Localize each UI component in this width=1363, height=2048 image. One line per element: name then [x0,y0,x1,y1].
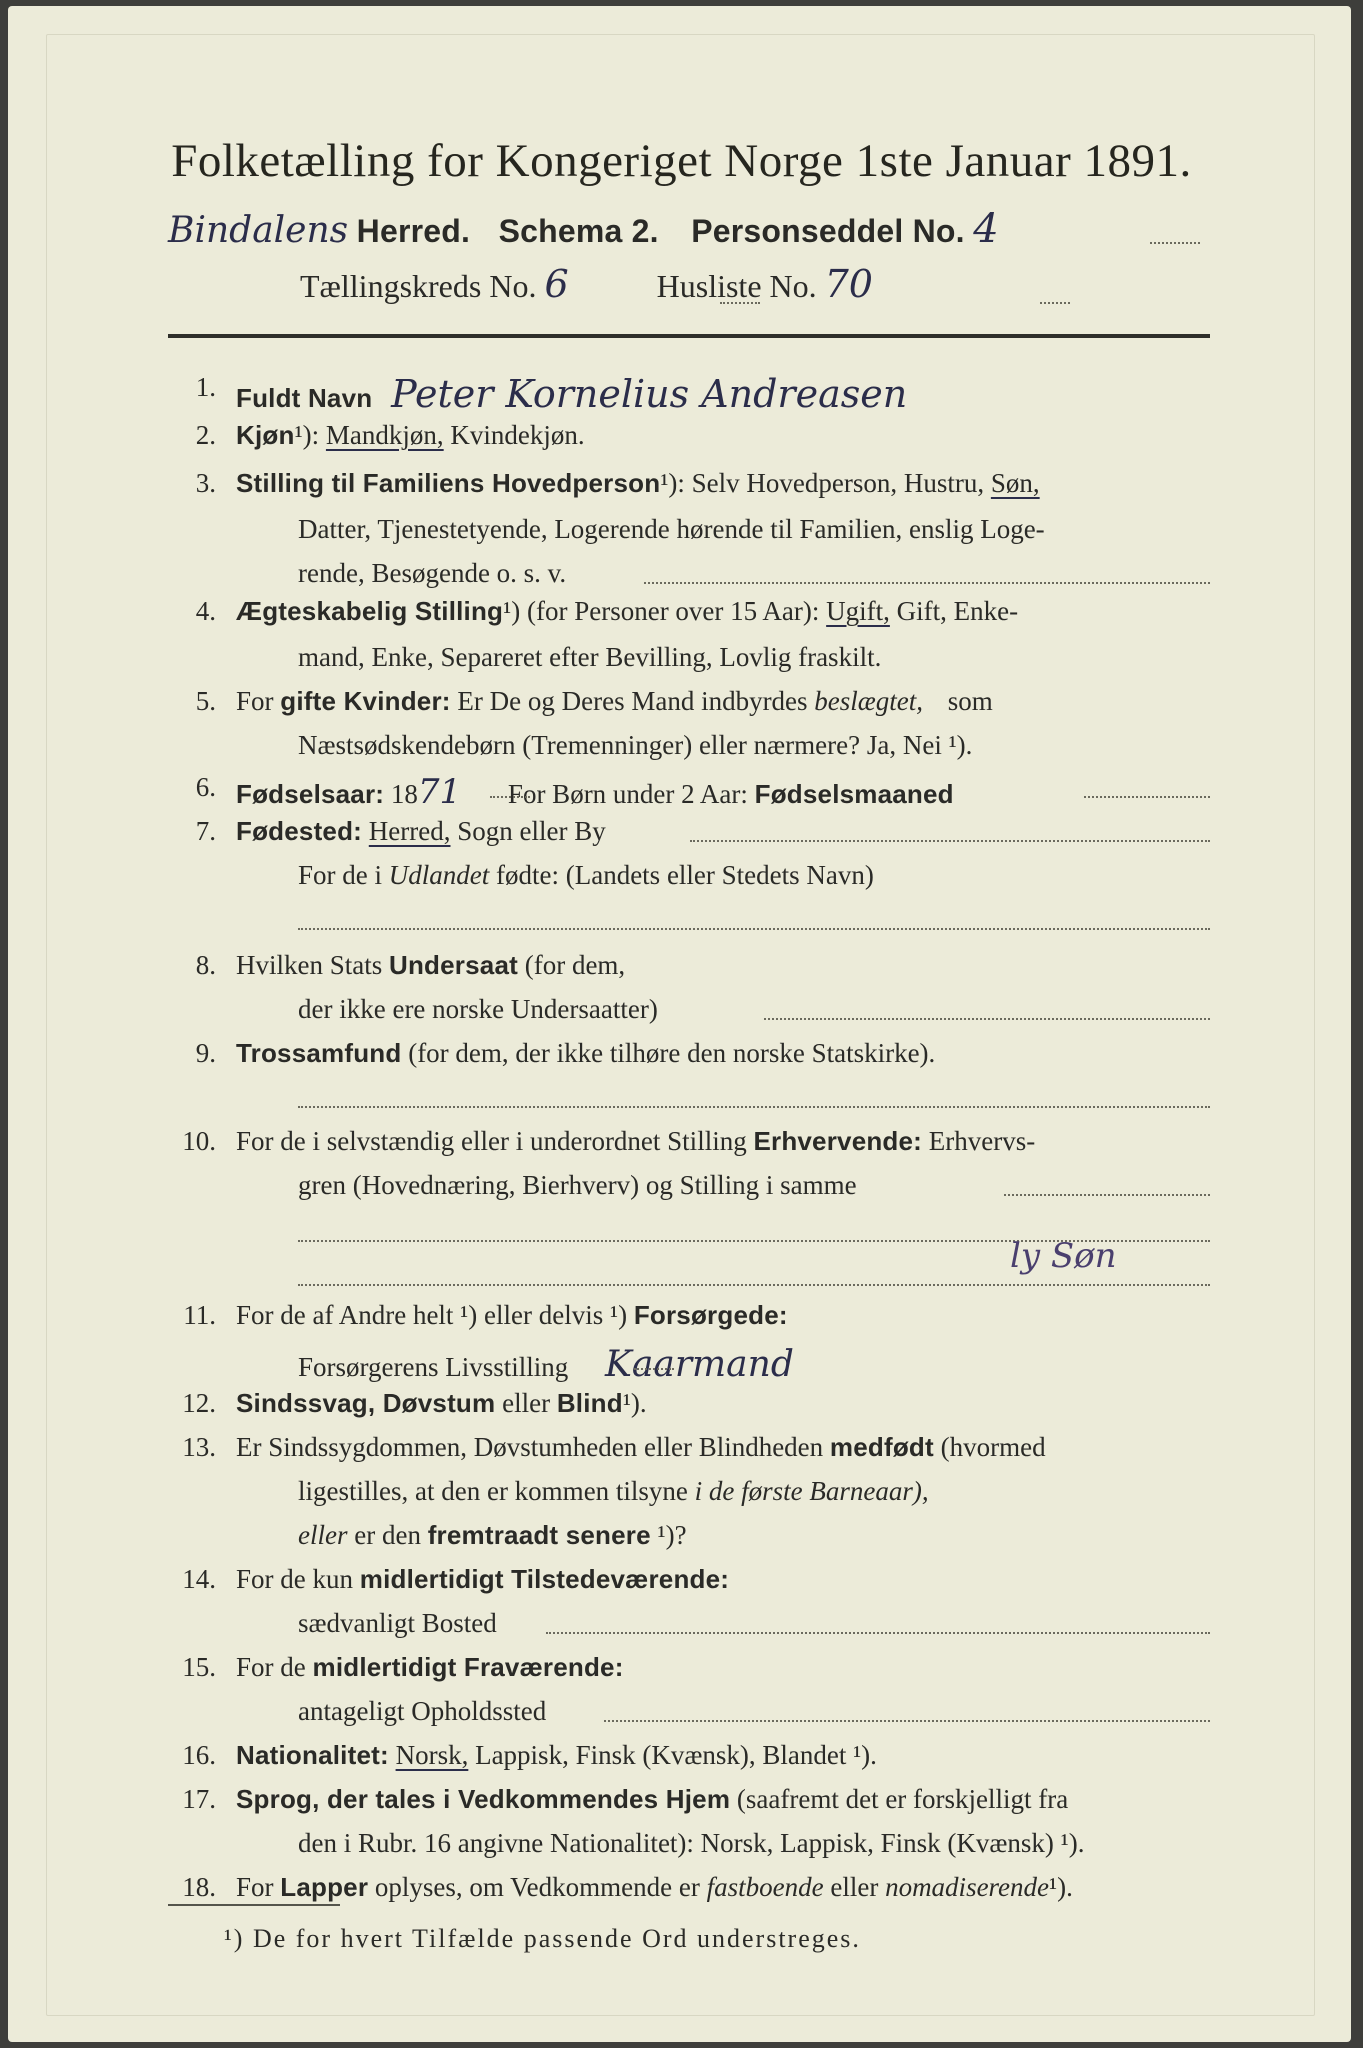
family-position-options-3: rende, Besøgende o. s. v. [298,558,567,588]
nationality-options: Lappisk, Finsk (Kvænsk), Blandet ¹). [475,1740,877,1770]
usual-residence-dots [546,1632,1210,1634]
row-8-number: 8. [195,950,216,980]
congenital-label: medfødt [829,1432,934,1462]
row-10-number: 10. [182,1126,216,1156]
disability-label: Sindssvag, Døvstum [236,1388,496,1418]
congenital-line-2 [298,1476,929,1507]
row-17-number: 17. [182,1784,216,1814]
occupation-pre: For de i selvstændig eller i underordnet Stilling [236,1126,747,1156]
row-4-number: 4. [195,596,216,626]
birth-year-value: 71 [417,772,462,812]
abroad-italic: Udlandet [388,860,490,890]
occupation-value: ly Søn [1010,1236,1117,1276]
row-11-text [236,1300,788,1331]
lapps-settled: fastboende [706,1872,824,1902]
congenital-line-3c: ¹)? [657,1520,687,1550]
nationality-label: Nationalitet: [236,1740,389,1770]
marital-options-2: mand, Enke, Separeret efter Bevilling, Lovlig fraskilt. [298,642,882,672]
supported-pre: For de af Andre helt ¹) eller delvis ¹) [236,1300,628,1330]
sex-label: Kjøn [236,420,295,450]
row-2-number: 2. [195,420,216,450]
sex-footnote-mark: ¹): [294,420,320,450]
congenital-line-2-italic: i de første Barneaar), [694,1476,929,1506]
religion-note: (for dem, der ikke tilhøre den norske Statskirke). [408,1038,936,1068]
family-position-options-2: Datter, Tjenestetyende, Logerende hørende til Familien, enslig Loge- [298,514,1045,544]
subject-pre: Hvilken Stats [236,950,383,980]
row-1-number: 1. [195,372,216,402]
marital-option-ugift: Ugift, [826,596,890,626]
married-women-label: gifte Kvinder: [280,686,451,716]
row-6-text [236,772,954,812]
supporter-line [298,1344,794,1385]
birthplace-dots [690,840,1210,842]
temporary-absent-label: midlertidigt Fraværende: [312,1652,624,1682]
lapps-pre: For [236,1872,274,1902]
row-4-text [236,596,1018,627]
family-position-footnote-mark: ¹): [660,468,685,498]
row-13-text [236,1432,1046,1463]
language-note: (saafremt det er forskjelligt fra [736,1784,1069,1814]
husliste-number: 70 [824,262,873,306]
abroad-post: fødte: (Landets eller Stedets Navn) [496,860,874,890]
header-rule [168,334,1210,338]
kreds-label: Tællingskreds No. [300,268,537,304]
occupation-label: Erhvervende: [753,1126,923,1156]
temporary-present-pre: For de kun [236,1564,353,1594]
birthplace-option-herred: Herred, [368,816,451,846]
abroad-dots [298,928,1210,930]
language-line-2: den i Rubr. 16 angivne Nationalitet): Norsk, Lappisk, Finsk (Kvænsk) ¹). [298,1828,1085,1858]
husliste-label: Husliste No. [656,268,817,304]
religion-label: Trossamfund [236,1038,402,1068]
birthplace-options: Sogn eller By [457,816,606,846]
kreds-dots [720,302,760,304]
probable-residence-label: antageligt Opholdssted [298,1696,547,1726]
footnote: ¹) De for hvert Tilfælde passende Ord understreges. [224,1924,861,1953]
birth-year-dots [490,796,530,798]
family-position-label: Stilling til Familiens Hovedperson [236,468,661,498]
row-16-number: 16. [182,1740,216,1770]
disability-label-blind: Blind [556,1388,623,1418]
probable-residence-dots [604,1720,1210,1722]
married-women-end: som [947,686,993,716]
row-14-text [236,1564,729,1595]
supporter-label: Forsørgerens Livsstilling [298,1352,569,1382]
subject-label: Undersaat [389,950,518,980]
occupation-line-2: gren (Hovednæring, Bierhverv) og Stilling i samme [298,1170,857,1200]
row-16-text [236,1740,877,1771]
row-13-number: 13. [182,1432,216,1462]
religion-dots [298,1106,1210,1108]
row-9-text [236,1038,935,1069]
row-5-number: 5. [195,686,216,716]
row-7-number: 7. [195,816,216,846]
birth-month-label: Fødselsmaaned [754,779,954,809]
row-1-text [236,372,907,416]
row-17-text [236,1784,1068,1815]
congenital-line-3 [298,1520,687,1551]
row-11-number: 11. [183,1300,216,1330]
sheet-border [46,34,1315,2016]
personseddel-number: 4 [973,206,999,252]
family-position-options-1: Selv Hovedperson, Hustru, [691,468,985,498]
row-7-text [236,816,606,847]
row-12-text [236,1388,647,1419]
married-women-line-2: Næstsødskendebørn (Tremenninger) eller nærmere? Ja, Nei ¹). [298,730,973,760]
occupation-post: Erhvervs- [928,1126,1036,1156]
row-5-text [236,686,993,717]
row-8-text [236,950,625,981]
occupation-dots-3 [298,1284,1210,1286]
congenital-pre: Er Sindssygdommen, Døvstumheden eller Blindheden [236,1432,824,1462]
congenital-line-3a: er den [354,1520,421,1550]
disability-footnote-mark: ¹). [622,1388,647,1418]
census-sheet [8,6,1351,2042]
row-18-number: 18. [182,1872,216,1902]
disability-mid: eller [502,1388,551,1418]
row-3-text [236,468,1040,499]
row-18-text [236,1872,1073,1903]
marital-options-1: Gift, Enke- [896,596,1019,626]
congenital-line-3-italic: eller [298,1520,348,1550]
occupation-dots-1 [1004,1194,1210,1196]
language-label: Sprog, der tales i Vedkommendes Hjem [236,1784,731,1814]
marital-age-note: (for Personer over 15 Aar): [526,596,820,626]
husliste-dots [1040,302,1070,304]
lapps-or: eller [830,1872,879,1902]
form-title: Folketælling for Kongeriget Norge 1ste Januar 1891. [171,135,1192,187]
family-position-son: Søn, [990,468,1040,498]
row-2-text [236,420,585,451]
row-3-number: 3. [195,468,216,498]
personseddel-dots [1150,242,1200,244]
row-9-number: 9. [195,1038,216,1068]
temporary-absent-pre: For de [236,1652,306,1682]
personseddel-label: Personseddel No. [691,213,965,249]
birthplace-label: Fødested: [236,816,363,846]
marital-footnote-mark: ¹) [503,596,521,626]
supported-label: Forsørgede: [633,1300,788,1330]
sex-option-female: Kvindekjøn. [450,420,585,450]
row-14-number: 14. [182,1564,216,1594]
lapps-mid: oplyses, om Vedkommende er [374,1872,700,1902]
congenital-post: (hvormed [940,1432,1046,1462]
married-women-related: beslægtet, [814,686,924,716]
marital-status-label: Ægteskabelig Stilling [236,596,504,626]
nationality-option-norsk: Norsk, [395,1740,469,1770]
lapps-label: Lapper [280,1872,369,1902]
row-15-text [236,1652,624,1683]
schema-label: Schema 2. [498,213,659,249]
subject-post: (for dem, [524,950,626,980]
lapps-footnote-mark: ¹). [1049,1872,1073,1902]
full-name-label: Fuldt Navn [236,383,373,413]
herred-line [168,206,999,252]
birth-month-note: For Børn under 2 Aar: [507,779,748,809]
birth-month-dots [1084,796,1210,798]
supporter-dots [634,1368,674,1370]
temporary-present-label: midlertidigt Tilstedeværende: [359,1564,730,1594]
sex-option-male: Mandkjøn, [325,420,444,450]
subject-line-2: der ikke ere norske Undersaatter) [298,994,658,1024]
footnote-rule [168,1904,340,1906]
congenital-later-label: fremtraadt senere [427,1520,651,1550]
kreds-line [300,262,873,306]
usual-residence-label: sædvanligt Bosted [298,1608,497,1638]
family-position-dots [644,582,1210,584]
herred-label: Herred. [356,213,471,249]
abroad-pre: For de i [298,860,382,890]
birthplace-abroad-line [298,860,874,891]
married-women-pre: For [236,686,274,716]
row-6-number: 6. [195,772,216,802]
full-name-value: Peter Kornelius Andreasen [391,372,908,416]
lapps-nomadic: nomadiserende [885,1872,1050,1902]
subject-dots [764,1018,1210,1020]
row-15-number: 15. [182,1652,216,1682]
supporter-value: Kaarmand [605,1344,794,1385]
kreds-number: 6 [544,262,569,306]
herred-handwritten: Bindalens [168,210,349,251]
birth-year-label: Fødselsaar: [236,779,385,809]
row-10-text [236,1126,1035,1157]
row-12-number: 12. [182,1388,216,1418]
birth-year-prefix: 18 [390,779,418,809]
congenital-line-2a: ligestilles, at den er kommen tilsyne [298,1476,688,1506]
married-women-question: Er De og Deres Mand indbyrdes [457,686,808,716]
